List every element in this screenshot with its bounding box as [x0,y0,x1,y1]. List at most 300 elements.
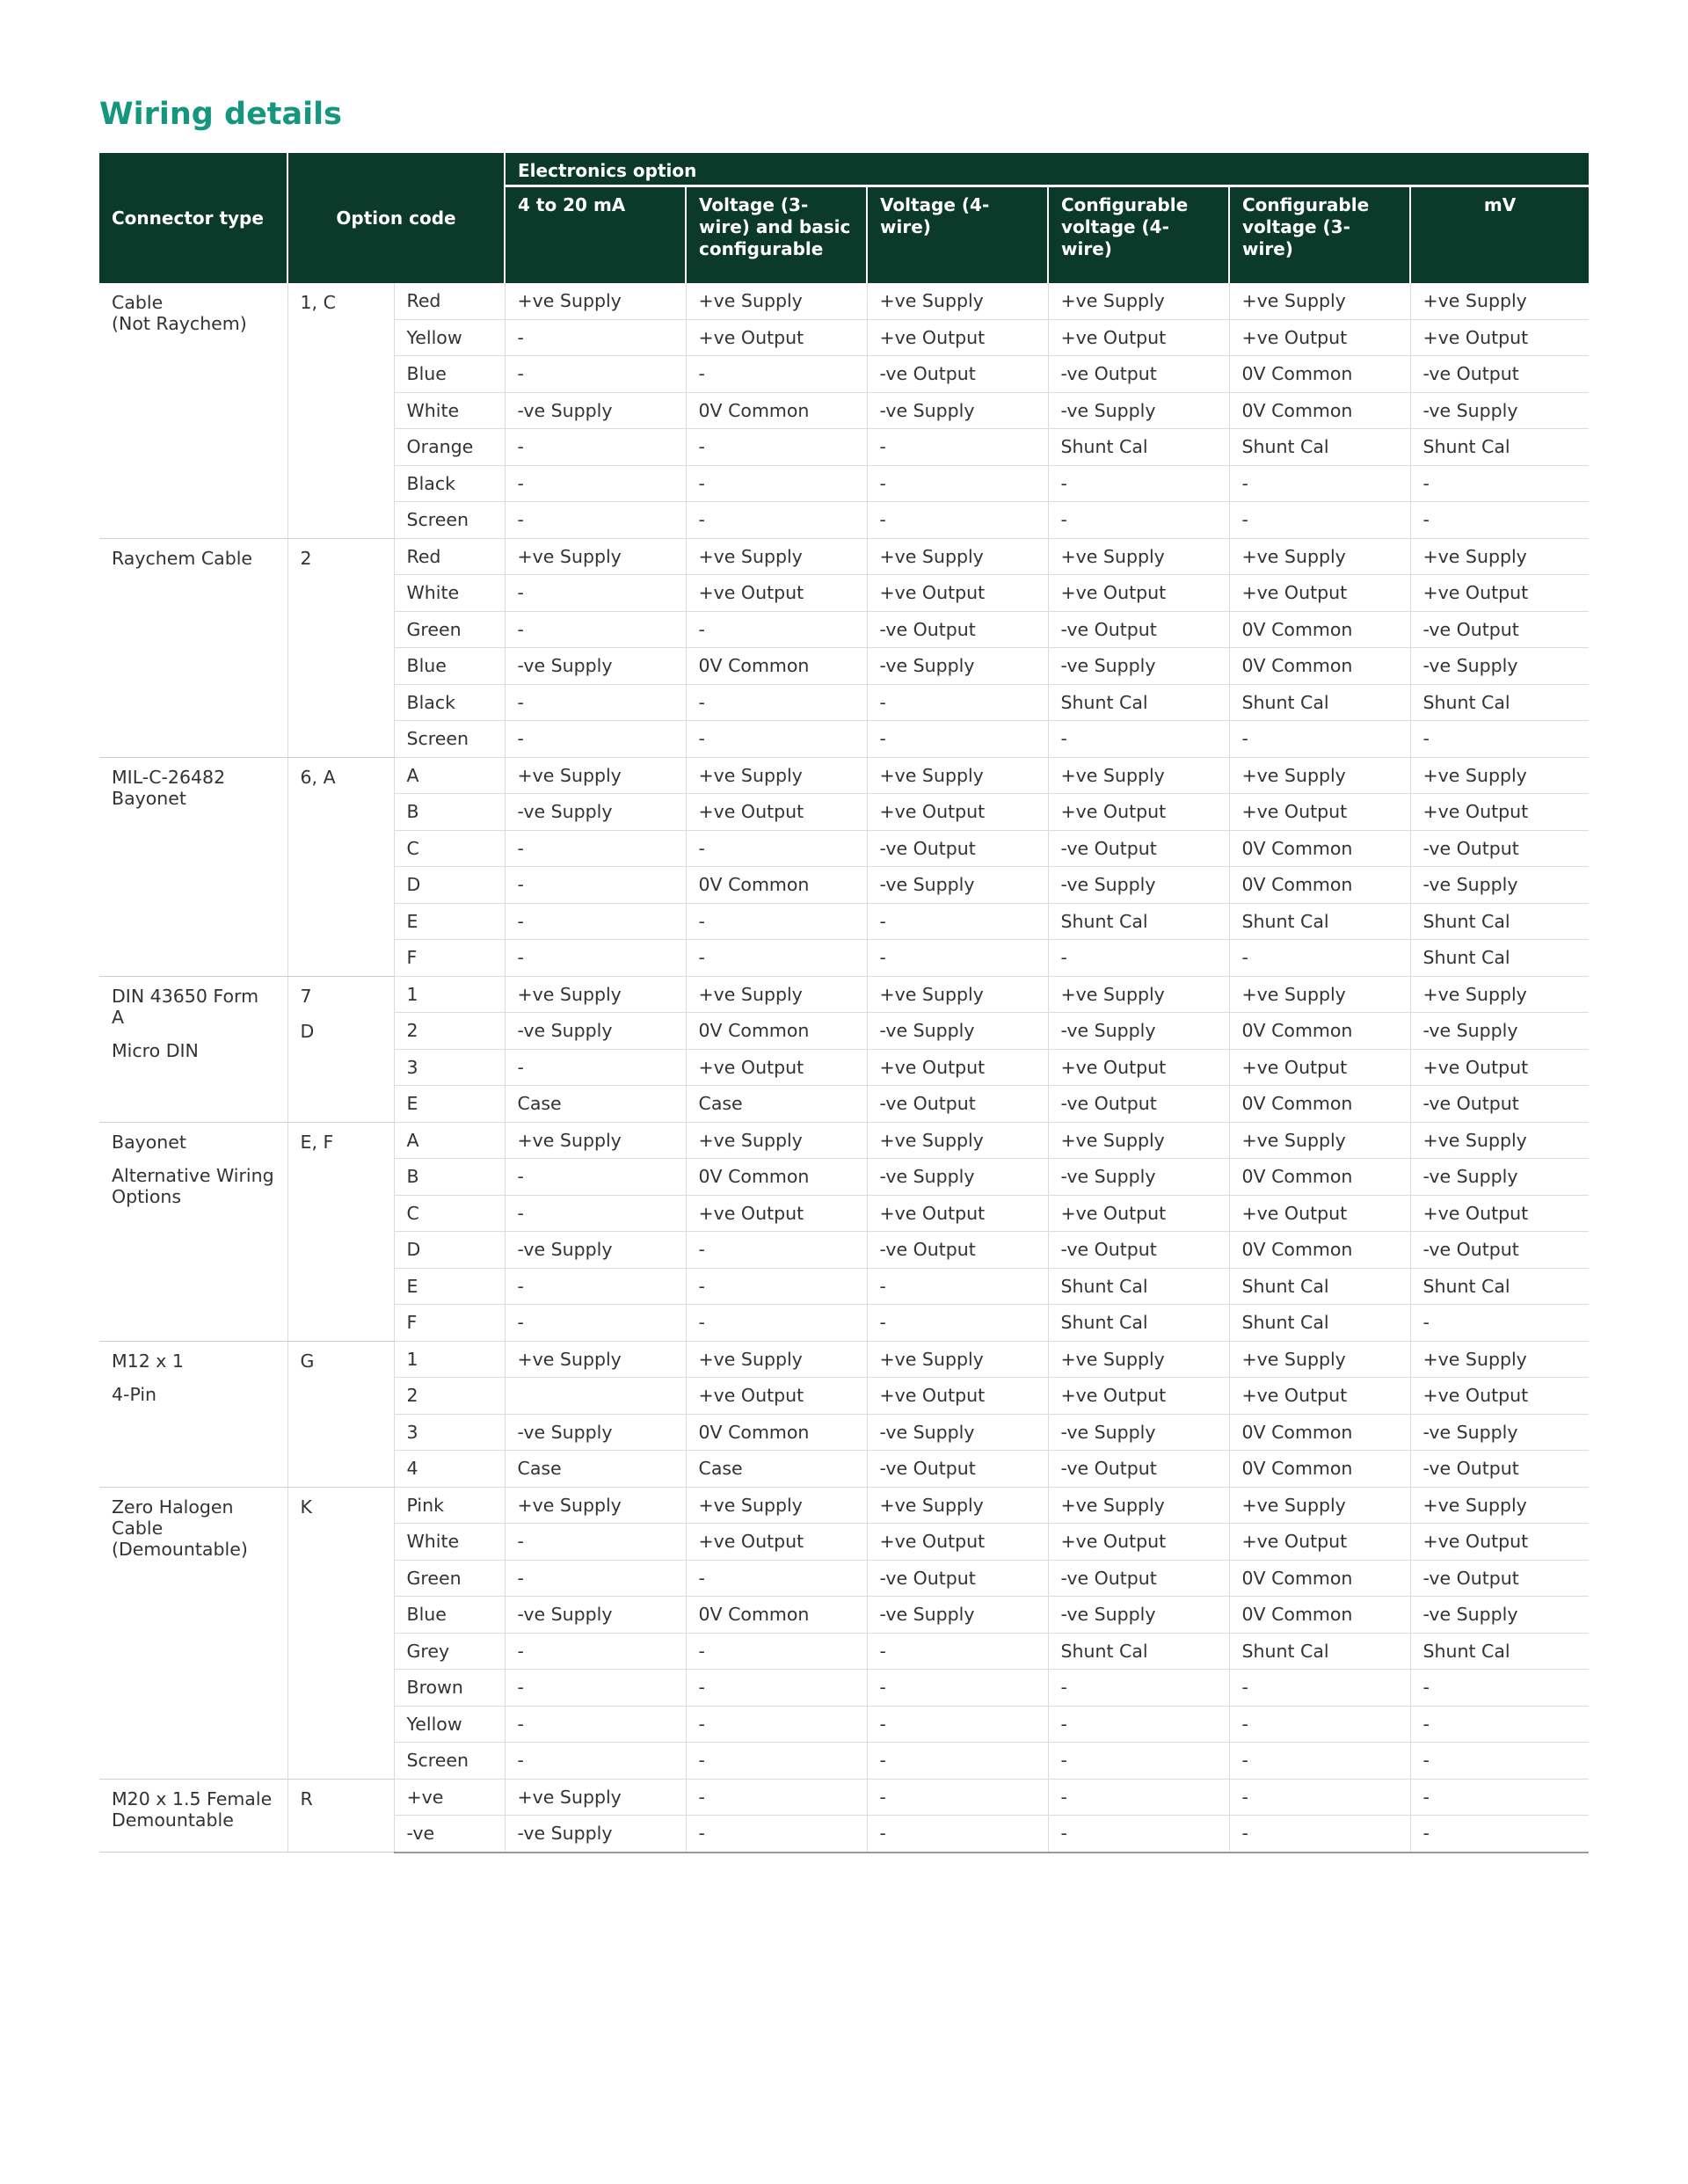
signal-cell: Case [505,1086,686,1123]
table-row [99,757,1589,794]
signal-cell: +ve Output [1048,1524,1229,1561]
table-row [99,1779,1589,1816]
signal-cell: Shunt Cal [1048,429,1229,466]
signal-cell: +ve Supply [1410,538,1589,575]
header-option-code: Option code [287,153,505,283]
wire-code-cell: 1 [394,1341,505,1378]
signal-cell: - [1410,502,1589,539]
header-config-voltage-3wire: Configurable voltage (3-wire) [1229,186,1410,283]
signal-cell: +ve Supply [867,1122,1048,1159]
wire-code-cell: Blue [394,356,505,393]
signal-cell: - [505,1524,686,1561]
signal-cell: -ve Output [867,1560,1048,1597]
signal-cell: -ve Output [1048,1232,1229,1269]
signal-cell: 0V Common [1229,1232,1410,1269]
signal-cell: -ve Output [867,1451,1048,1488]
signal-cell: - [505,611,686,648]
signal-cell: - [686,830,867,867]
table-row [99,1487,1589,1524]
signal-cell: 0V Common [1229,867,1410,904]
signal-cell: - [1410,1305,1589,1342]
option-code-text: D [300,1020,315,1042]
signal-cell: - [867,1670,1048,1707]
signal-cell: - [505,1195,686,1232]
signal-cell: - [867,1743,1048,1780]
table-row [99,976,1589,1013]
connector-type-text: 4-Pin [112,1383,157,1405]
connector-type-text: M20 x 1.5 Female [112,1787,273,1809]
signal-cell: -ve Supply [1048,1013,1229,1050]
signal-cell: - [1048,1816,1229,1853]
signal-cell: 0V Common [1229,830,1410,867]
connector-type-text: Cable [112,1517,164,1539]
signal-cell: - [686,1706,867,1743]
signal-cell: +ve Output [1048,1378,1229,1415]
signal-cell: +ve Output [1229,319,1410,356]
signal-cell: +ve Output [1410,1524,1589,1561]
option-code-cell [287,1341,394,1487]
signal-cell: +ve Supply [686,538,867,575]
signal-cell: - [1410,1670,1589,1707]
signal-cell: +ve Supply [867,976,1048,1013]
signal-cell: 0V Common [686,1597,867,1634]
signal-cell: +ve Supply [1048,283,1229,319]
signal-cell: +ve Output [867,1049,1048,1086]
signal-cell: -ve Output [1410,830,1589,867]
signal-cell: +ve Supply [686,976,867,1013]
signal-cell: +ve Output [1410,1049,1589,1086]
signal-cell: Case [505,1451,686,1488]
option-code-text: R [300,1787,313,1809]
signal-cell: -ve Supply [505,1816,686,1853]
signal-cell: -ve Supply [1048,392,1229,429]
connector-type-cell [99,283,287,538]
signal-cell: -ve Output [1048,830,1229,867]
option-code-cell [287,976,394,1122]
signal-cell: -ve Supply [1410,1013,1589,1050]
signal-cell: +ve Supply [1410,757,1589,794]
connector-type-cell [99,757,287,976]
signal-cell: +ve Output [686,319,867,356]
signal-cell: 0V Common [1229,392,1410,429]
signal-cell: +ve Supply [1229,976,1410,1013]
signal-cell: -ve Supply [1410,867,1589,904]
signal-cell: - [686,502,867,539]
signal-cell: - [1410,1706,1589,1743]
signal-cell: 0V Common [1229,648,1410,685]
signal-cell: +ve Supply [1048,1341,1229,1378]
signal-cell: - [686,465,867,502]
option-code-text: K [300,1496,312,1518]
signal-cell: - [1048,1670,1229,1707]
wire-code-cell: A [394,757,505,794]
signal-cell: - [1229,1779,1410,1816]
header-electronics-option: Electronics option [505,153,1589,186]
signal-cell: - [1229,1816,1410,1853]
signal-cell: - [1229,502,1410,539]
signal-cell: - [686,1305,867,1342]
signal-cell: +ve Supply [686,757,867,794]
signal-cell: +ve Output [1229,1378,1410,1415]
signal-cell: - [505,903,686,940]
signal-cell: - [1048,721,1229,758]
wire-code-cell: A [394,1122,505,1159]
signal-cell: -ve Output [1410,1232,1589,1269]
signal-cell: - [867,1779,1048,1816]
signal-cell: Shunt Cal [1229,429,1410,466]
wire-code-cell: 3 [394,1414,505,1451]
signal-cell: +ve Output [1048,575,1229,612]
signal-cell: +ve Output [1048,794,1229,831]
signal-cell: +ve Supply [505,1341,686,1378]
wire-code-cell: 2 [394,1378,505,1415]
signal-cell: +ve Supply [505,1779,686,1816]
signal-cell: -ve Supply [505,1013,686,1050]
wire-code-cell: 4 [394,1451,505,1488]
signal-cell: - [1410,465,1589,502]
signal-cell: - [505,502,686,539]
option-code-cell [287,1487,394,1779]
wire-code-cell: Yellow [394,319,505,356]
signal-cell: - [505,1049,686,1086]
signal-cell: - [505,830,686,867]
connector-type-text: Options [112,1185,182,1207]
header-voltage-4wire: Voltage (4-wire) [867,186,1048,283]
signal-cell: Shunt Cal [1229,1268,1410,1305]
signal-cell: - [505,1159,686,1196]
signal-cell: Shunt Cal [1410,940,1589,977]
signal-cell: +ve Supply [686,1341,867,1378]
signal-cell: -ve Supply [867,1414,1048,1451]
header-connector-type: Connector type [99,153,287,283]
signal-cell: -ve Supply [1410,1414,1589,1451]
signal-cell: +ve Output [1410,1378,1589,1415]
signal-cell: 0V Common [1229,1597,1410,1634]
signal-cell: +ve Output [686,575,867,612]
signal-cell: -ve Output [1048,1086,1229,1123]
signal-cell: +ve Supply [686,1122,867,1159]
signal-cell: +ve Supply [1048,976,1229,1013]
wire-code-cell: Blue [394,648,505,685]
wire-code-cell: C [394,830,505,867]
signal-cell: +ve Supply [1229,1122,1410,1159]
signal-cell: +ve Supply [686,283,867,319]
header-4-20ma: 4 to 20 mA [505,186,686,283]
signal-cell: 0V Common [686,867,867,904]
signal-cell: -ve Output [1410,611,1589,648]
signal-cell: 0V Common [686,1414,867,1451]
wire-code-cell: White [394,392,505,429]
wire-code-cell: F [394,1305,505,1342]
signal-cell: - [1048,1706,1229,1743]
signal-cell: -ve Supply [867,648,1048,685]
signal-cell: -ve Supply [867,1159,1048,1196]
signal-cell: - [686,721,867,758]
signal-cell: Shunt Cal [1229,1633,1410,1670]
signal-cell: - [867,1706,1048,1743]
signal-cell: - [867,429,1048,466]
signal-cell: +ve Output [1410,1195,1589,1232]
signal-cell: - [867,1305,1048,1342]
wire-code-cell: Red [394,283,505,319]
signal-cell: +ve Output [1410,319,1589,356]
signal-cell: +ve Output [1229,1049,1410,1086]
signal-cell: +ve Supply [1229,283,1410,319]
table-row [99,1122,1589,1159]
signal-cell: - [1048,1743,1229,1780]
signal-cell: +ve Output [686,794,867,831]
signal-cell: - [686,940,867,977]
signal-cell: -ve Supply [1410,392,1589,429]
option-code-text: 1, C [300,292,336,313]
signal-cell: - [867,1816,1048,1853]
signal-cell: - [505,867,686,904]
signal-cell: Shunt Cal [1048,1633,1229,1670]
signal-cell: +ve Supply [505,283,686,319]
wire-code-cell: D [394,1232,505,1269]
connector-type-text: Cable [112,292,164,313]
wire-code-cell: -ve [394,1816,505,1853]
signal-cell: - [505,684,686,721]
signal-cell: +ve Output [686,1049,867,1086]
wire-code-cell: Grey [394,1633,505,1670]
signal-cell: 0V Common [686,1159,867,1196]
signal-cell: - [505,1670,686,1707]
connector-type-cell [99,976,287,1122]
option-code-text: E, F [300,1131,334,1153]
signal-cell: 0V Common [1229,356,1410,393]
signal-cell: +ve Supply [1410,283,1589,319]
signal-cell: - [686,1670,867,1707]
wire-code-cell: Blue [394,1597,505,1634]
signal-cell: -ve Supply [867,867,1048,904]
signal-cell: 0V Common [686,1013,867,1050]
signal-cell: 0V Common [686,648,867,685]
signal-cell: - [686,356,867,393]
signal-cell: 0V Common [1229,1560,1410,1597]
signal-cell: +ve Supply [1048,757,1229,794]
signal-cell: 0V Common [1229,1451,1410,1488]
signal-cell: - [1410,1779,1589,1816]
signal-cell: - [505,940,686,977]
signal-cell: +ve Output [1410,794,1589,831]
signal-cell: -ve Supply [1048,648,1229,685]
wire-code-cell: F [394,940,505,977]
wire-code-cell: E [394,1268,505,1305]
connector-type-text: DIN 43650 Form A [112,985,259,1028]
signal-cell: Shunt Cal [1410,429,1589,466]
signal-cell: - [686,1779,867,1816]
connector-type-cell [99,1487,287,1779]
connector-type-text: Bayonet [112,1131,186,1153]
option-code-cell [287,1122,394,1341]
signal-cell: - [867,1268,1048,1305]
signal-cell: - [505,465,686,502]
signal-cell: - [1410,721,1589,758]
connector-type-text: Micro DIN [112,1039,199,1061]
signal-cell: - [1048,502,1229,539]
signal-cell: +ve Supply [1048,1122,1229,1159]
wire-code-cell: Screen [394,502,505,539]
signal-cell: +ve Supply [1229,1341,1410,1378]
signal-cell: +ve Supply [1048,538,1229,575]
signal-cell: - [505,1743,686,1780]
wire-code-cell: D [394,867,505,904]
table-row [99,283,1589,319]
signal-cell: - [686,1816,867,1853]
signal-cell: - [867,940,1048,977]
signal-cell: -ve Output [1410,1451,1589,1488]
signal-cell: - [867,502,1048,539]
signal-cell: +ve Supply [1229,1487,1410,1524]
wire-code-cell: E [394,903,505,940]
signal-cell: Shunt Cal [1229,1305,1410,1342]
option-code-text: 2 [300,547,312,569]
signal-cell: -ve Output [1410,1086,1589,1123]
signal-cell: - [505,721,686,758]
signal-cell: +ve Supply [867,1487,1048,1524]
signal-cell: +ve Supply [505,1122,686,1159]
signal-cell: +ve Output [867,1195,1048,1232]
signal-cell: -ve Output [867,356,1048,393]
signal-cell: - [686,1633,867,1670]
signal-cell: Shunt Cal [1229,903,1410,940]
signal-cell: +ve Supply [1229,538,1410,575]
signal-cell: +ve Supply [867,757,1048,794]
signal-cell: 0V Common [1229,1086,1410,1123]
signal-cell: Shunt Cal [1048,903,1229,940]
connector-type-cell [99,538,287,757]
connector-type-text: MIL-C-26482 [112,766,226,788]
signal-cell: +ve Output [1410,575,1589,612]
signal-cell: +ve Output [867,794,1048,831]
signal-cell: -ve Supply [505,794,686,831]
signal-cell: -ve Output [1410,1560,1589,1597]
signal-cell: - [1410,1743,1589,1780]
wire-code-cell: B [394,794,505,831]
connector-type-cell [99,1122,287,1341]
signal-cell: Shunt Cal [1410,1633,1589,1670]
signal-cell: -ve Supply [1048,1159,1229,1196]
signal-cell: +ve Supply [1410,1487,1589,1524]
signal-cell: - [686,1560,867,1597]
signal-cell: 0V Common [1229,1013,1410,1050]
signal-cell: - [1048,465,1229,502]
signal-cell: - [505,1268,686,1305]
wire-code-cell: C [394,1195,505,1232]
signal-cell: +ve Output [1048,1195,1229,1232]
signal-cell: - [867,903,1048,940]
table-row [99,1341,1589,1378]
connector-type-text: Demountable [112,1809,234,1831]
signal-cell: +ve Output [1229,1195,1410,1232]
signal-cell: +ve Output [686,1378,867,1415]
signal-cell: Case [686,1451,867,1488]
signal-cell: Shunt Cal [1229,684,1410,721]
signal-cell: - [505,356,686,393]
signal-cell: - [1229,1743,1410,1780]
signal-cell: -ve Supply [1410,1597,1589,1634]
wire-code-cell: Black [394,465,505,502]
wire-code-cell: Yellow [394,1706,505,1743]
signal-cell: - [867,684,1048,721]
wire-code-cell: Brown [394,1670,505,1707]
connector-type-text: (Not Raychem) [112,313,247,334]
signal-cell: -ve Supply [1048,1414,1229,1451]
signal-cell: - [505,1706,686,1743]
signal-cell: +ve Output [867,319,1048,356]
wire-code-cell: +ve [394,1779,505,1816]
option-code-cell [287,538,394,757]
signal-cell: - [1048,1779,1229,1816]
signal-cell: -ve Supply [505,1597,686,1634]
signal-cell: - [1229,940,1410,977]
wire-code-cell: E [394,1086,505,1123]
signal-cell: - [505,1560,686,1597]
header-mv: mV [1410,186,1589,283]
signal-cell: - [686,684,867,721]
connector-type-text: Raychem Cable [112,547,253,569]
option-code-text: G [300,1350,315,1372]
signal-cell: -ve Supply [505,1232,686,1269]
signal-cell: -ve Supply [867,392,1048,429]
signal-cell: - [505,1633,686,1670]
signal-cell: Shunt Cal [1048,1268,1229,1305]
signal-cell: - [1229,465,1410,502]
signal-cell: - [505,429,686,466]
option-code-cell [287,283,394,538]
signal-cell: -ve Output [1410,356,1589,393]
connector-type-text: M12 x 1 [112,1350,184,1372]
signal-cell: - [867,721,1048,758]
signal-cell: - [686,903,867,940]
signal-cell: +ve Supply [1048,1487,1229,1524]
wire-code-cell: Green [394,1560,505,1597]
signal-cell: -ve Supply [867,1597,1048,1634]
header-voltage-3wire-basic: Voltage (3-wire) and basic configurable [686,186,867,283]
signal-cell: - [686,1268,867,1305]
signal-cell: Shunt Cal [1410,684,1589,721]
signal-cell: +ve Output [1229,575,1410,612]
signal-cell: 0V Common [1229,1414,1410,1451]
signal-cell: Case [686,1086,867,1123]
signal-cell: - [505,319,686,356]
signal-cell: -ve Output [867,1086,1048,1123]
signal-cell: - [686,1232,867,1269]
signal-cell: -ve Supply [505,648,686,685]
wire-code-cell: White [394,1524,505,1561]
wire-code-cell: 3 [394,1049,505,1086]
signal-cell: +ve Output [867,575,1048,612]
option-code-cell [287,1779,394,1853]
signal-cell: -ve Output [867,830,1048,867]
connector-type-text: Bayonet [112,787,186,809]
wire-code-cell: Red [394,538,505,575]
signal-cell: -ve Supply [1410,1159,1589,1196]
wire-code-cell: Screen [394,1743,505,1780]
wire-code-cell: White [394,575,505,612]
signal-cell: +ve Output [867,1524,1048,1561]
signal-cell: +ve Supply [505,1487,686,1524]
connector-type-text: Zero Halogen [112,1496,234,1518]
signal-cell: +ve Output [1229,794,1410,831]
table-row [99,538,1589,575]
signal-cell: -ve Output [1048,1560,1229,1597]
signal-cell: - [1048,940,1229,977]
wire-code-cell: Pink [394,1487,505,1524]
signal-cell: Shunt Cal [1410,1268,1589,1305]
signal-cell: -ve Supply [505,1414,686,1451]
